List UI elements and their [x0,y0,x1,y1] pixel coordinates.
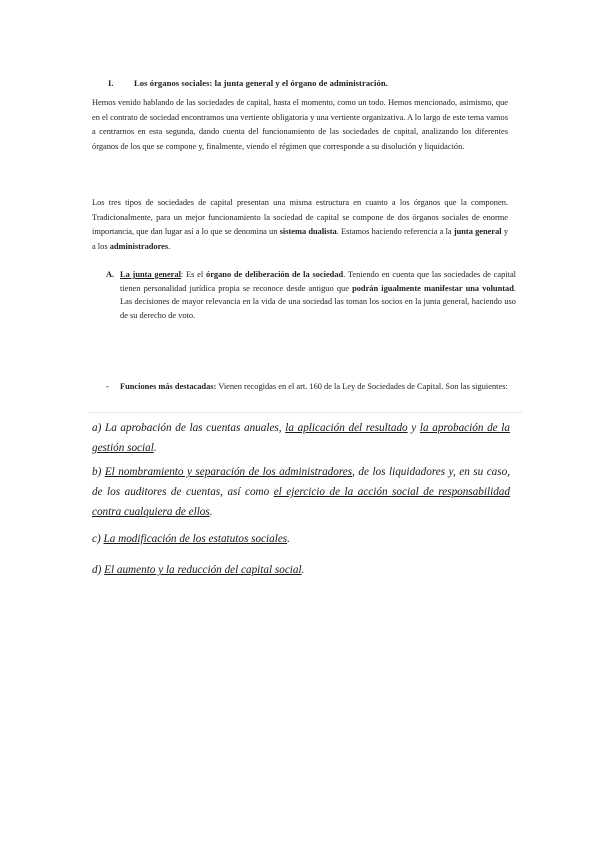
qb-underlined-2: el ejercicio de la acción social de responsabilidad contra cualquiera de ellos [92,486,510,518]
item-a-text-3: . Las decisiones de mayor relevancia en la vida de una sociedad las toman los socios en la junta general, haciendo uso de su derecho de voto. [120,283,516,320]
structure-paragraph [92,196,508,255]
heading-title: Los órganos sociales: la junta general y el órgano de administración. [134,78,388,88]
p2-bold-sistema-dualista: sistema dualista [279,227,337,237]
qc-pre: c) [92,533,104,545]
funciones-text: Vienen recogidas en el art. 160 de la Ley de Sociedades de Capital. Son las siguientes: [216,382,508,391]
qb-mid: , de los liquidadores y, en su caso, de los auditores de cuentas, así como [92,466,510,498]
qd-pre: d) [92,564,105,576]
p2-bold-administradores: administradores [109,242,169,252]
funciones-label: Funciones más destacadas: [120,382,217,391]
item-a-text-1: : Es el [180,270,206,279]
heading-number: I. [108,78,114,88]
qa-underlined-1: la aplicación del resultado [285,422,408,434]
qd-underlined: El aumento y la reducción del capital social [104,564,302,576]
qa-post: . [153,442,157,454]
list-item-junta-general [106,268,516,322]
item-a-text-2: . Teniendo en cuenta que las sociedades de capital tienen personalidad jurídica propia se reconoce desde antiguo que [120,270,516,293]
p2-text-2: . Estamos haciendo referencia a la [336,227,454,237]
qc-post: . [287,533,290,545]
list-dash: - [106,382,109,391]
item-a-bold-1: órgano de deliberación de la sociedad [206,270,344,279]
junta-general-title: La junta general [120,270,181,279]
quote-item-d [92,560,510,580]
qb-post: . [209,506,213,518]
qa-mid: y [407,422,420,434]
list-item-funciones [106,380,516,394]
p2-text-1: Los tres tipos de sociedades de capital presentan una misma estructura en cuanto a los órganos que la componen. Tradicionalmente, para un mejor funcionamiento la sociedad de capital se compone de dos órganos sociales de enorme importancia, que dan lugar así a lo que se denomina un [92,198,508,237]
p2-text-4: . [168,242,171,252]
p2-bold-junta-general: junta general [453,227,502,237]
qa-underlined-2: la aprobación de la gestión social [92,422,510,454]
list-marker-a: A. [106,270,115,279]
quote-item-a [92,418,510,458]
intro-paragraph: Hemos venido hablando de las sociedades de capital, hasta el momento, como un todo. Hemos mencionado, asimismo, que en el contrato de sociedad encontramos una vertiente obligatoria y una vertiente organizativa. A lo largo de este tema vamos a centrarnos en esta segunda, dando cuenta del funcionamiento de las sociedades de capital, analizando los diferentes órganos de los que se compone y, finalmente, viendo el régimen que corresponde a su disolución y liquidación. [92,98,508,152]
p2-text-3: y a los [92,227,509,252]
quote-item-c [92,529,510,549]
item-a-bold-2: podrán igualmente manifestar una voluntad [352,283,514,293]
qb-underlined-1: El nombramiento y separación de los administradores [104,466,353,478]
quote-item-b [92,462,510,522]
section-heading [108,78,508,88]
qa-pre: a) La aprobación de las cuentas anuales, [92,422,286,434]
qd-post: . [301,564,305,576]
qb-pre: b) [92,466,105,478]
qc-underlined: La modificación de los estatutos sociales [103,533,288,545]
image-divider [88,412,522,413]
